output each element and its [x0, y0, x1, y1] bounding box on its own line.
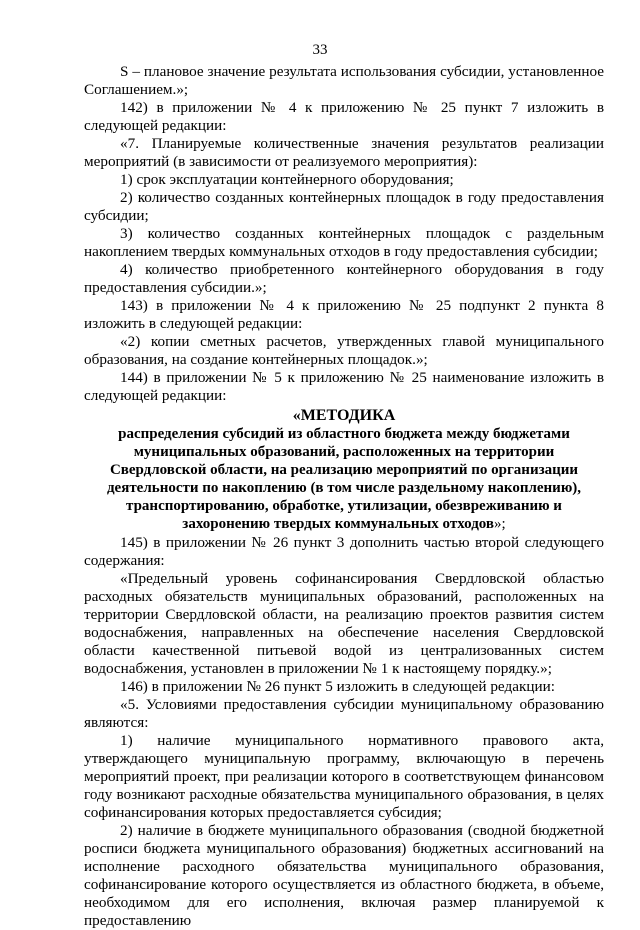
paragraph: 1) срок эксплуатации контейнерного оборудования; — [120, 171, 454, 188]
paragraph: 144) в приложении № 5 к приложению № 25 наименование изложить в следующей редакции: — [84, 369, 604, 404]
paragraph: 2) количество созданных контейнерных площадок в году предоставления субсидии; — [84, 189, 604, 224]
methodology-subtitle-tail: »; — [494, 516, 506, 532]
paragraph: S – плановое значение результата использования субсидии, установленное Соглашением.»; — [84, 63, 604, 98]
paragraph: 4) количество приобретенного контейнерного оборудования в году предоставления субсидии.»; — [84, 261, 604, 296]
paragraph: 2) наличие в бюджете муниципального образования (сводной бюджетной росписи бюджета муниципального образования) бюджетных ассигнований на исполнение расходного обязательства муниципального образования, софинансирование которого осуществляется из областного бюджета, в объеме, необходимом для его исполнения, включая размер планируемой к предоставлению — [84, 822, 604, 929]
methodology-subtitle — [84, 425, 604, 533]
paragraph: 146) в приложении № 26 пункт 5 изложить в следующей редакции: — [120, 678, 555, 695]
methodology-title: «МЕТОДИКА — [292, 407, 396, 424]
page-number: 33 — [312, 42, 328, 58]
paragraph: 3) количество созданных контейнерных площадок с раздельным накоплением твердых коммунальных отходов в году предоставления субсидии; — [84, 225, 604, 260]
paragraph: 142) в приложении № 4 к приложению № 25 пункт 7 изложить в следующей редакции: — [84, 99, 604, 134]
paragraph: «5. Условиями предоставления субсидии муниципальному образованию являются: — [84, 696, 604, 731]
paragraph: 143) в приложении № 4 к приложению № 25 подпункт 2 пункта 8 изложить в следующей редакции: — [84, 297, 604, 332]
paragraphs-after-heading — [84, 534, 604, 930]
paragraph: «2) копии сметных расчетов, утвержденных главой муниципального образования, на создание контейнерных площадок.»; — [84, 333, 604, 368]
paragraph: «Предельный уровень софинансирования Свердловской областью расходных обязательств муниципальных образований, расположенных на территории Свердловской области, на реализацию проектов развития систем водоснабжения, направленных на обеспечение населения Свердловской области качественной питьевой водой из централизованных систем водоснабжения, установлен в приложении № 1 к настоящему порядку.»; — [84, 570, 604, 677]
methodology-subtitle-text: распределения субсидий из областного бюджета между бюджетами муниципальных образований, расположенных на территории Свердловской области, на реализацию мероприятий по организации деятельности по накоплению (в том числе раздельному накоплению), транспортированию, обработке, утилизации, обезвреживанию и захоронению твердых коммунальных отходов — [106, 426, 582, 532]
paragraph: «7. Планируемые количественные значения результатов реализации мероприятий (в зависимости от реализуемого мероприятия): — [84, 135, 604, 170]
document-body — [84, 63, 604, 930]
paragraph: 1) наличие муниципального нормативного правового акта, утверждающего муниципальную программу, включающую в перечень мероприятий проект, при реализации которого в соответствующем финансовом году возникают расходные обязательства муниципального образования, в целях софинансирования которых предоставляется субсидия; — [84, 732, 604, 821]
paragraph: 145) в приложении № 26 пункт 3 дополнить частью второй следующего содержания: — [84, 534, 604, 569]
paragraphs-before-heading — [84, 63, 604, 405]
